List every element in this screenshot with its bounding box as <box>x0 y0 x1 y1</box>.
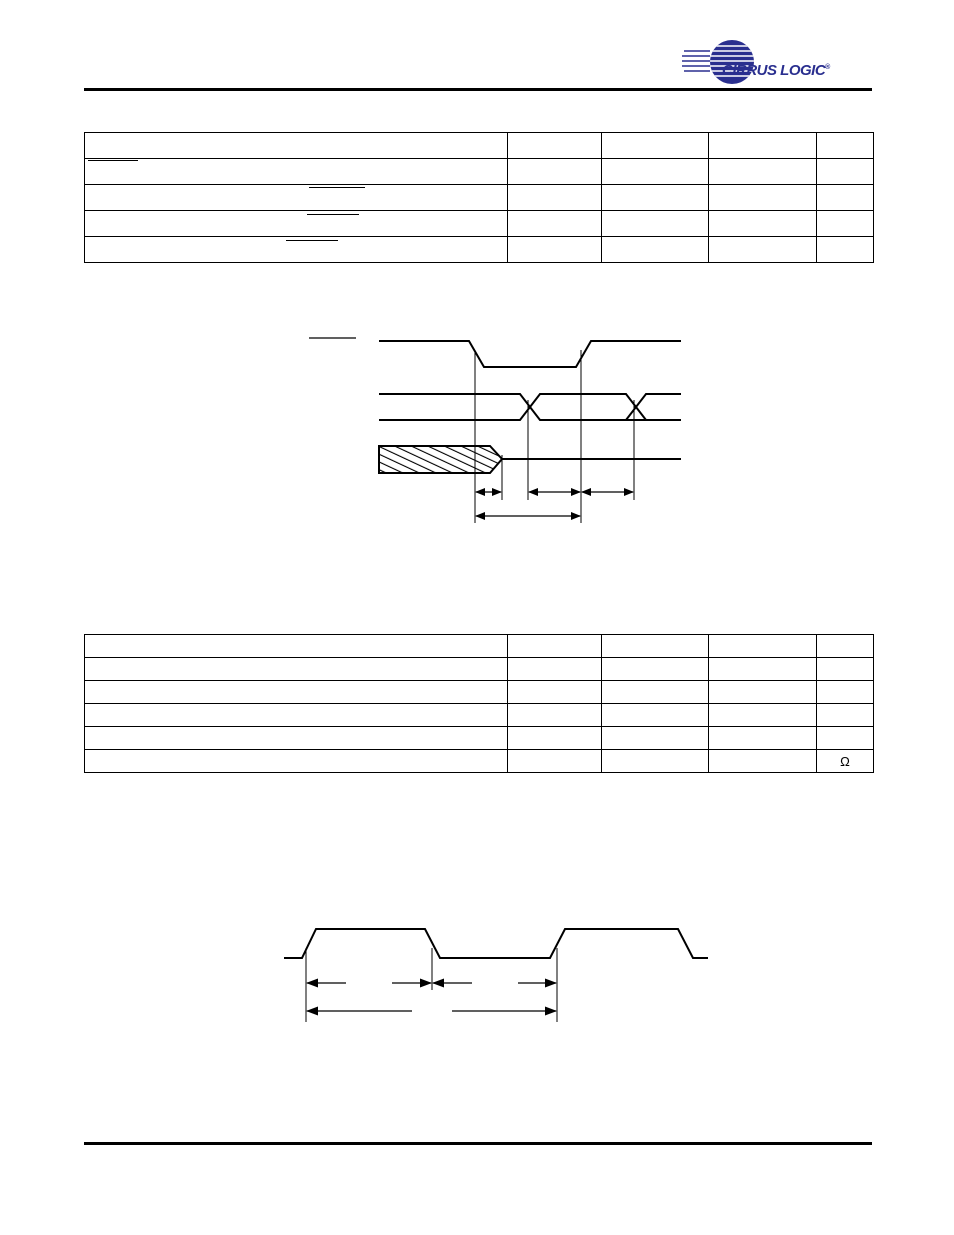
clock-waveform <box>284 929 708 958</box>
logo-wordmark: CIRRUS LOGIC® <box>722 62 830 79</box>
footer-rule <box>84 1142 872 1145</box>
unit-cell: Ω <box>817 750 874 773</box>
